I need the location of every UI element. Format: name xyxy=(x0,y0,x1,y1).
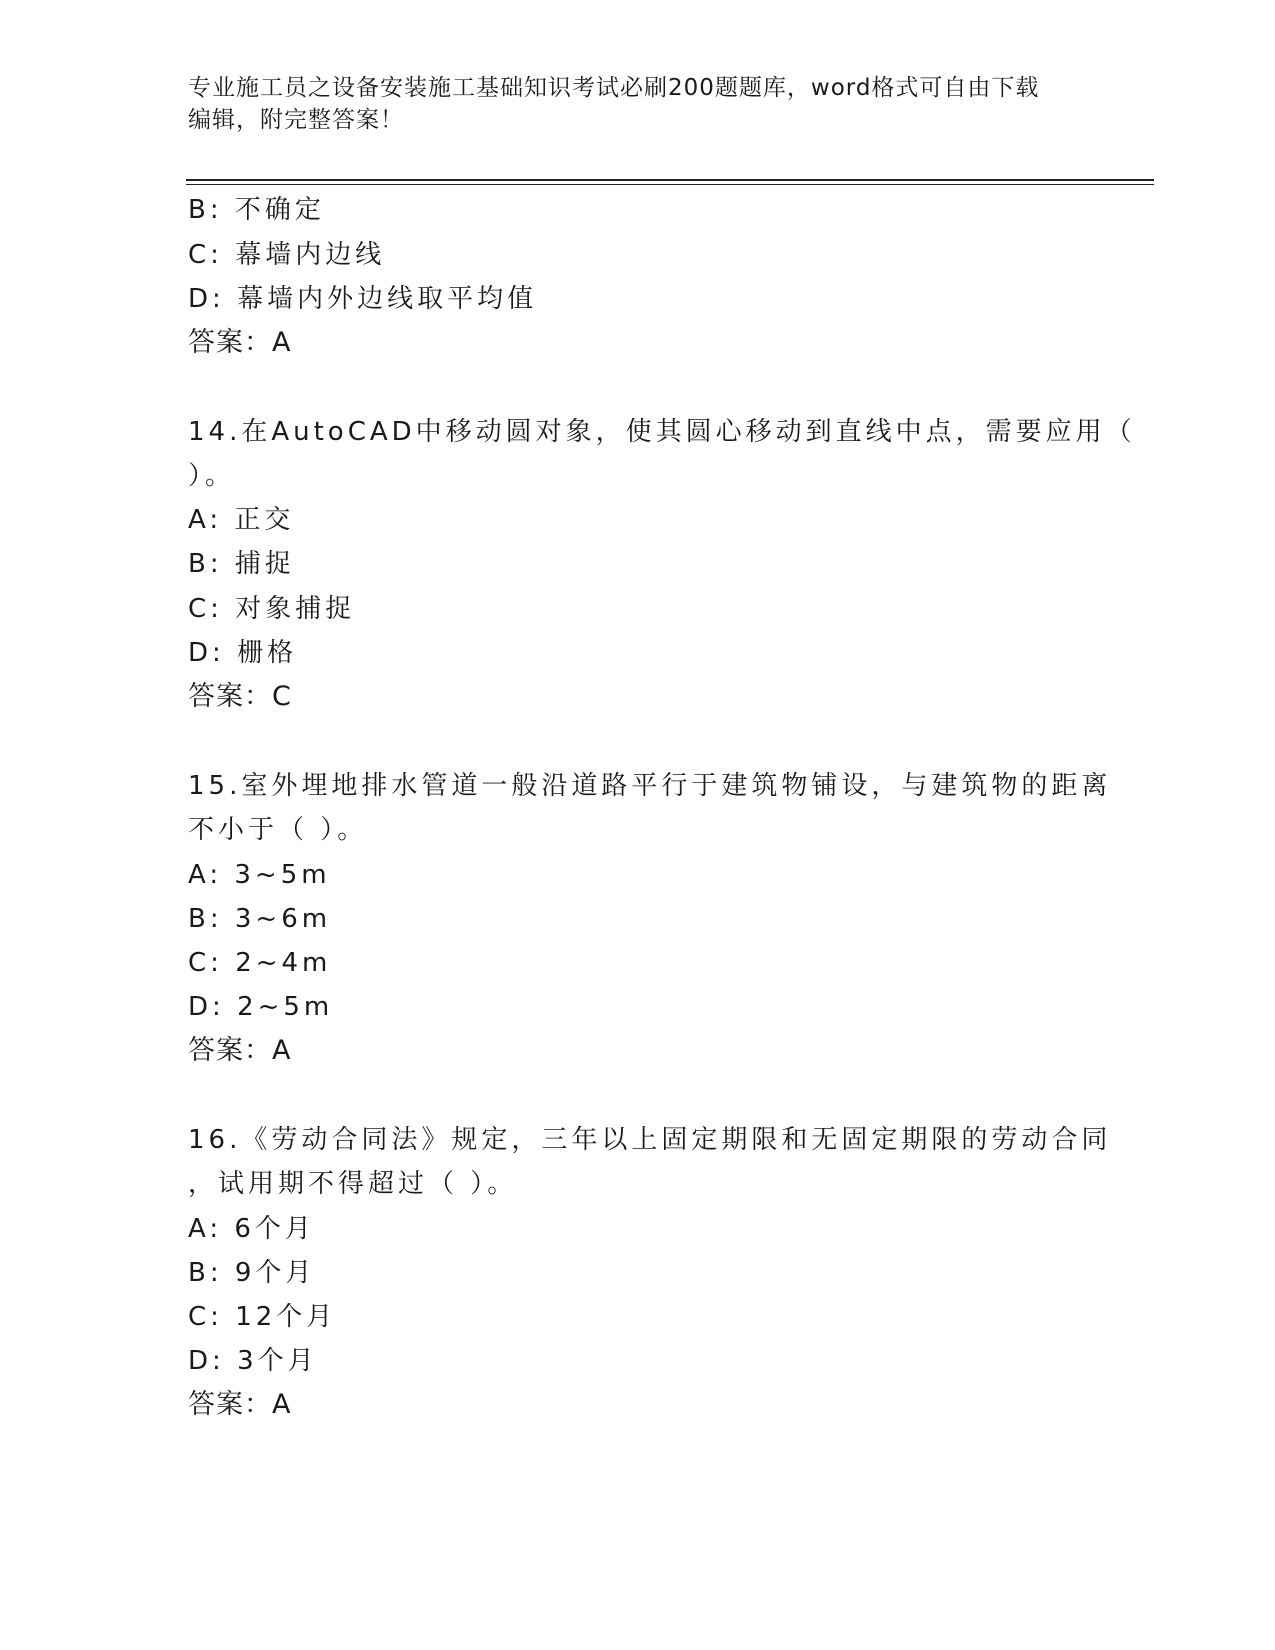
option-d: D: 2~5m xyxy=(188,992,334,1022)
answer: 答案：C xyxy=(188,681,292,712)
option-a: A: 6个月 xyxy=(188,1214,315,1244)
option-b: B: 不确定 xyxy=(188,195,325,225)
question-16-text-1: 16.《劳动合同法》规定，三年以上固定期限和无固定期限的劳动合同 xyxy=(188,1125,1112,1155)
header-divider-thin xyxy=(186,184,1154,185)
option-b: B: 9个月 xyxy=(188,1258,316,1288)
option-d: D: 幕墙内外边线取平均值 xyxy=(188,284,538,314)
option-c: C: 幕墙内边线 xyxy=(188,240,386,270)
question-14-text-2: ）。 xyxy=(188,461,236,491)
answer: 答案：A xyxy=(188,1389,292,1420)
header-line-2: 编辑，附完整答案！ xyxy=(188,107,404,133)
question-15-text-2: 不小于（ ）。 xyxy=(188,815,368,845)
option-a: A: 3~5m xyxy=(188,860,331,890)
option-c: C: 对象捕捉 xyxy=(188,594,356,624)
option-b: B: 捕捉 xyxy=(188,549,295,579)
answer: 答案：A xyxy=(188,327,292,358)
option-b: B: 3~6m xyxy=(188,904,332,934)
option-c: C: 12个月 xyxy=(188,1302,337,1332)
option-c: C: 2~4m xyxy=(188,948,332,978)
question-16-text-2: ，试用期不得超过（ ）。 xyxy=(188,1169,518,1199)
option-a: A: 正交 xyxy=(188,505,295,535)
option-d: D: 3个月 xyxy=(188,1346,318,1376)
document-header xyxy=(188,72,1068,136)
option-d: D: 栅格 xyxy=(188,638,298,668)
header-divider-thick xyxy=(186,179,1154,181)
question-15-text-1: 15.室外埋地排水管道一般沿道路平行于建筑物铺设，与建筑物的距离 xyxy=(188,771,1112,801)
header-line-1: 专业施工员之设备安装施工基础知识考试必刷200题题库，word格式可自由下载 xyxy=(188,75,1040,101)
answer: 答案：A xyxy=(188,1035,292,1066)
question-14-text-1: 14.在AutoCAD中移动圆对象，使其圆心移动到直线中点，需要应用（ xyxy=(188,417,1136,447)
